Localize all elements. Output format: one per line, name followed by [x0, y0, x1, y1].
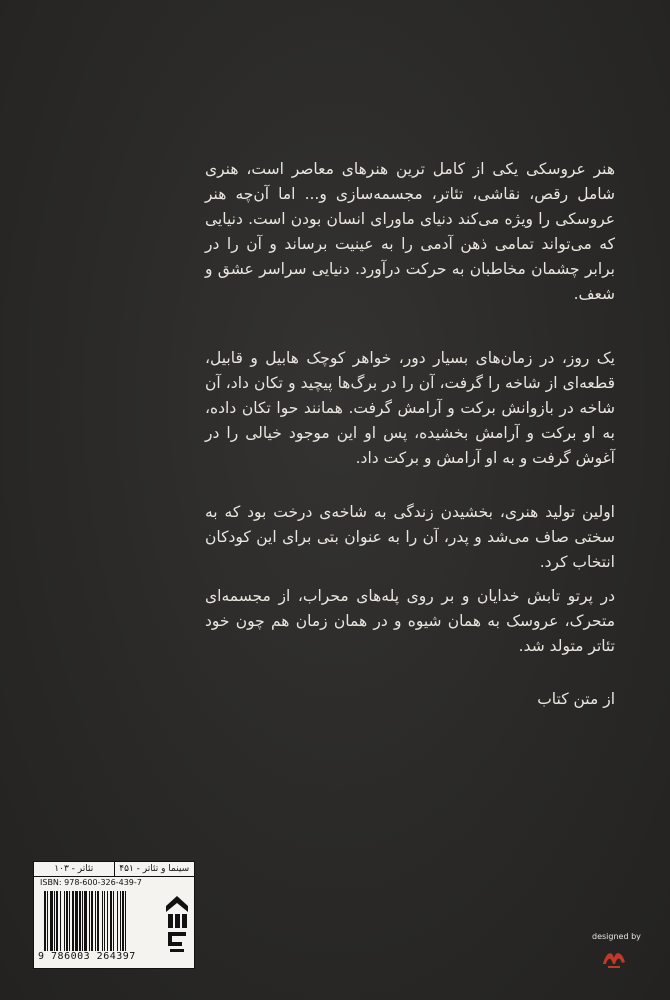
- blurb-paragraph-1: هنر عروسکی یکی از کامل ترین هنرهای معاصر است، هنری شامل رقص، نقاشی، تئاتر، مجسمه‌سازی و... اما آن‌چه هنر عروسکی را ویژه می‌کند دنیای ماورای انسان بودن است. دنیایی که می‌تواند تمامی ذهن آدمی را به عینیت برساند و آن را در برابر چشمان مخاطبان به حرکت درآورد. دنیایی سراسر عشق و شعف.: [205, 160, 615, 303]
- designed-by-label: designed by: [592, 932, 641, 941]
- barcode-bar: [120, 891, 121, 951]
- barcode-bar: [50, 891, 53, 951]
- barcode-bar: [64, 891, 65, 951]
- barcode-bar: [110, 891, 112, 951]
- barcode-bar: [60, 891, 61, 951]
- barcode-bar: [69, 891, 70, 951]
- barcode-bar: [82, 891, 83, 951]
- barcode-bar: [97, 891, 99, 951]
- barcode-bar: [102, 891, 103, 951]
- series-left: تئاتر - ۱۰۳: [34, 862, 115, 876]
- isbn-text: ISBN: 978-600-326-439-7: [40, 878, 142, 887]
- series-row: [34, 862, 194, 877]
- publisher-logo-icon: [164, 894, 190, 956]
- blurb-source: از متن کتاب: [537, 690, 615, 708]
- barcode-bar: [122, 891, 124, 951]
- blurb-paragraph-4: در پرتو تابش خدایان و بر روی پله‌های محراب، از مجسمه‌ای متحرک، عروسک به همان شیوه و در همان زمان هم چون خود تئاتر متولد شد.: [205, 587, 615, 655]
- barcode-bar: [91, 891, 93, 951]
- designer-logo-icon: [600, 946, 628, 970]
- barcode-bar: [54, 891, 55, 951]
- barcode-bar: [104, 891, 105, 951]
- barcode-bar: [66, 891, 68, 951]
- barcode-bars: [44, 891, 159, 951]
- barcode-bar: [72, 891, 74, 951]
- blurb-paragraph-2: یک روز، در زمان‌های بسیار دور، خواهر کوچک هابیل و قابیل، قطعه‌ای از شاخه را گرفت، آن را در برگ‌ها پیچید و تکان داد، آن شاخه در بازوانش برکت و آرامش گرفت. همانند حوا تکان داده، به او برکت و آرامش بخشیده، پس او این موجود خیالی را در آغوش گرفت و به او آرامش و برکت داد.: [205, 349, 615, 467]
- barcode-bar: [47, 891, 48, 951]
- barcode-bar: [79, 891, 81, 951]
- barcode-bar: [107, 891, 108, 951]
- barcode-bar: [56, 891, 58, 951]
- isbn-barcode-label: [33, 861, 195, 969]
- barcode-bar: [44, 891, 46, 951]
- barcode-bar: [117, 891, 118, 951]
- barcode-number: 9 786003 264397: [38, 951, 136, 962]
- barcode-bar: [125, 891, 126, 951]
- barcode-bar: [89, 891, 90, 951]
- blurb-paragraph-3: اولین تولید هنری، بخشیدن زندگی به شاخه‌ی درخت بود که به سختی صاف می‌شد و پدر، آن را به عنوان بتی برای این کودکان انتخاب کرد.: [205, 503, 615, 571]
- barcode-bar: [84, 891, 87, 951]
- series-right: سینما و تئاتر - ۴۵۱: [119, 864, 190, 874]
- barcode-bar: [113, 891, 114, 951]
- barcode-bar: [95, 891, 96, 951]
- barcode-bar: [75, 891, 78, 951]
